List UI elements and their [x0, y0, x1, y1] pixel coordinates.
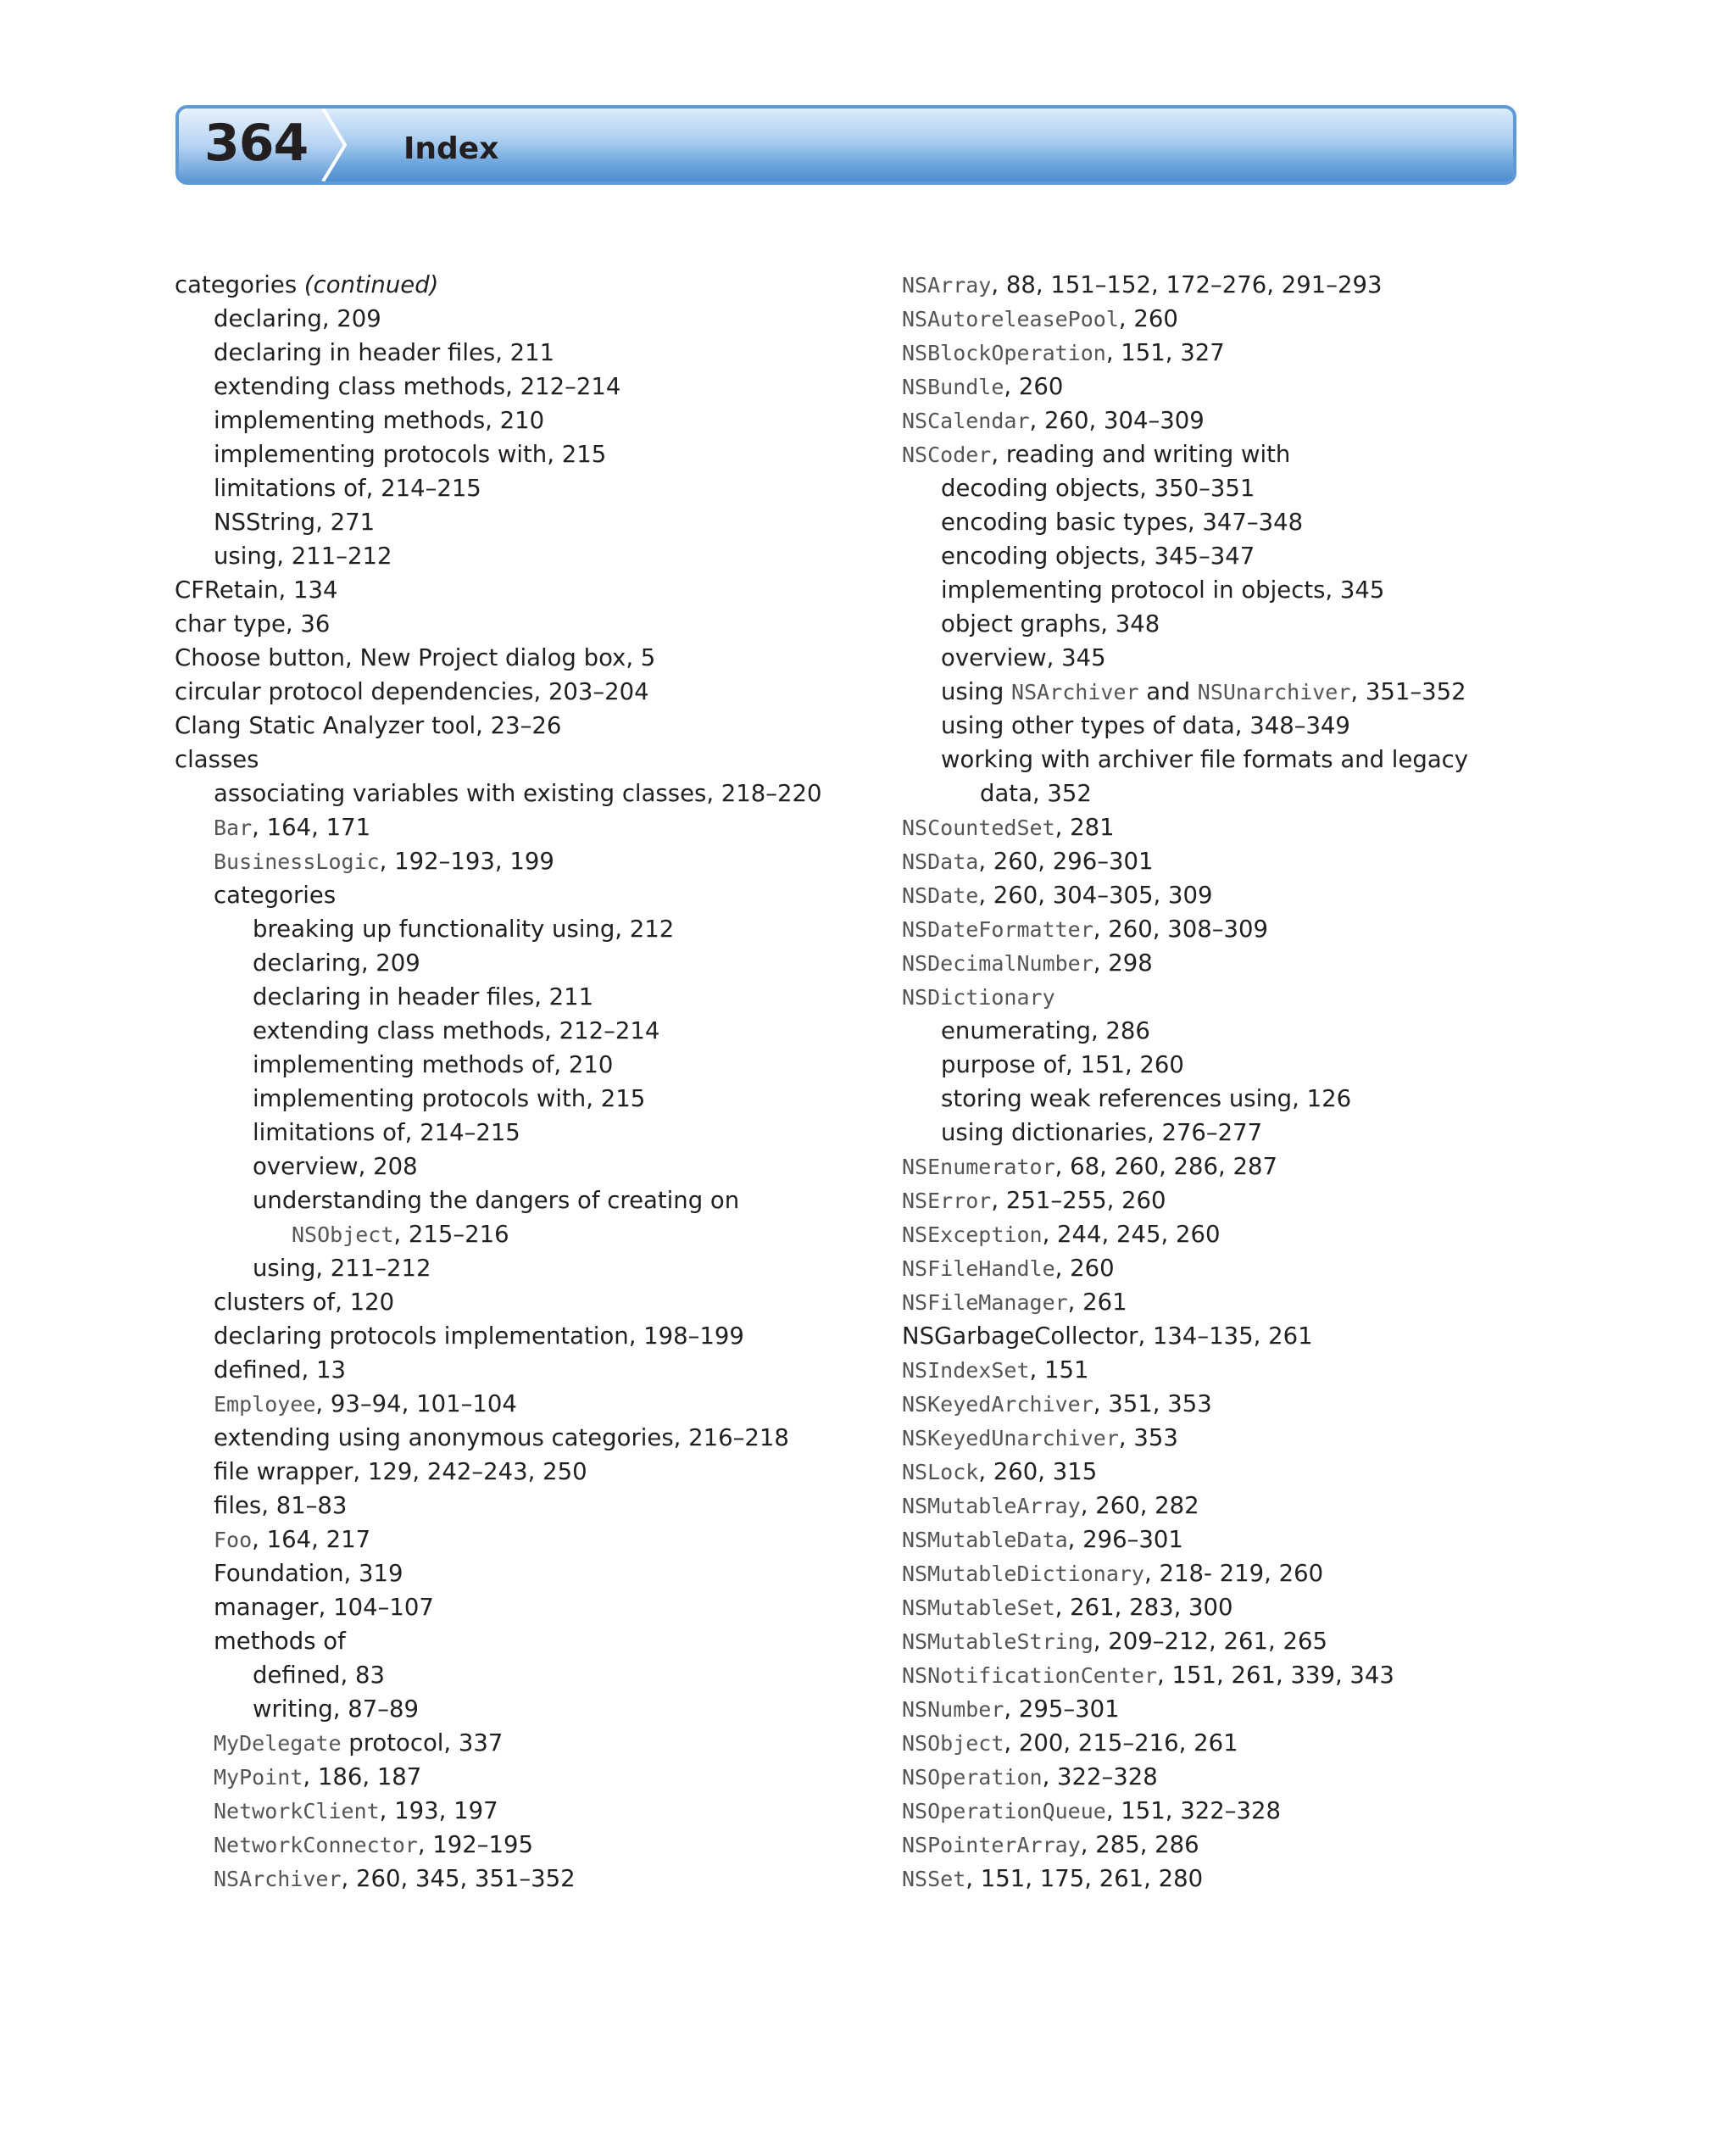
entry-text: , 192–195 — [417, 1831, 534, 1858]
entry-text: , 260, 315 — [978, 1458, 1098, 1485]
entry-text: Foundation, 319 — [214, 1560, 403, 1587]
entry-text: limitations of, 214–215 — [214, 475, 481, 502]
code-term: NSCoder — [902, 443, 992, 467]
entry-text: data, 352 — [980, 780, 1092, 807]
index-entry — [175, 1285, 853, 1319]
code-term: NetworkClient — [214, 1799, 380, 1823]
index-entry — [902, 437, 1580, 471]
entry-text: declaring, 209 — [214, 305, 381, 332]
code-term: NSData — [902, 849, 979, 874]
entry-text: protocol, 337 — [341, 1729, 504, 1757]
entry-text: , 244, 245, 260 — [1042, 1221, 1221, 1248]
index-entry — [902, 1421, 1580, 1455]
index-entry — [175, 1523, 853, 1556]
entry-text: using other types of data, 348–349 — [941, 712, 1350, 739]
entry-text: , reading and writing with — [991, 441, 1291, 468]
entry-text: , 164, 217 — [252, 1526, 371, 1553]
entry-text: , 151, 327 — [1105, 339, 1225, 366]
index-entry — [175, 1692, 853, 1726]
index-entry — [902, 1183, 1580, 1217]
index-entry — [902, 404, 1580, 437]
code-term: NSOperation — [902, 1765, 1043, 1790]
index-entry — [902, 1150, 1580, 1183]
index-entry — [175, 1760, 853, 1794]
code-term: NetworkConnector — [214, 1833, 418, 1857]
index-entry — [175, 302, 853, 336]
entry-text: , 285, 286 — [1080, 1831, 1199, 1858]
entry-text: overview, 345 — [941, 644, 1106, 671]
index-entry — [902, 844, 1580, 878]
code-term: NSAutoreleasePool — [902, 307, 1119, 331]
entry-text: decoding objects, 350–351 — [941, 475, 1255, 502]
entry-text: classes — [175, 746, 259, 773]
index-entry — [175, 404, 853, 437]
index-entry — [175, 573, 853, 607]
index-entry — [175, 1421, 853, 1455]
index-entry — [902, 1014, 1580, 1048]
index-entry — [902, 777, 1580, 810]
page-header-bar — [175, 105, 1516, 185]
index-entry — [902, 980, 1580, 1014]
entry-text: circular protocol dependencies, 203–204 — [175, 678, 649, 705]
entry-text: and — [1138, 678, 1198, 705]
index-entry — [902, 1760, 1580, 1794]
entry-text: object graphs, 348 — [941, 610, 1160, 637]
code-term: MyDelegate — [214, 1731, 342, 1756]
index-entry — [902, 1319, 1580, 1353]
code-term: NSArchiver — [1011, 680, 1139, 704]
index-entry — [902, 1082, 1580, 1116]
code-term: NSIndexSet — [902, 1358, 1030, 1383]
index-entry — [175, 675, 853, 709]
code-term: NSBlockOperation — [902, 341, 1106, 365]
index-entry — [902, 946, 1580, 980]
index-entry — [902, 1794, 1580, 1828]
entry-text: , 260 — [1054, 1255, 1115, 1282]
index-entry — [175, 1794, 853, 1828]
code-term: NSDecimalNumber — [902, 951, 1093, 976]
index-entry — [175, 1624, 853, 1658]
entry-text: , 260 — [1004, 373, 1064, 400]
code-term: NSMutableDictionary — [902, 1562, 1144, 1586]
index-entry — [902, 1116, 1580, 1150]
entry-text: , 260, 296–301 — [978, 848, 1154, 875]
index-entry — [175, 471, 853, 505]
entry-text: enumerating, 286 — [941, 1017, 1150, 1044]
entry-text: using dictionaries, 276–277 — [941, 1119, 1263, 1146]
index-column-left — [175, 268, 853, 1896]
entry-text: , 260, 304–305, 309 — [978, 882, 1213, 909]
index-entry — [902, 1658, 1580, 1692]
index-entry — [175, 1116, 853, 1150]
index-entry — [175, 810, 853, 844]
code-term: NSUnarchiver — [1197, 680, 1351, 704]
entry-text: , 200, 215–216, 261 — [1004, 1729, 1238, 1757]
index-entry — [175, 437, 853, 471]
index-entry — [902, 709, 1580, 743]
code-term: NSPointerArray — [902, 1833, 1081, 1857]
entry-text: , 260, 345, 351–352 — [341, 1865, 576, 1892]
entry-text: Clang Static Analyzer tool, 23–26 — [175, 712, 562, 739]
index-entry — [902, 302, 1580, 336]
entry-text: , 93–94, 101–104 — [315, 1390, 517, 1417]
entry-text: working with archiver file formats and legacy — [941, 746, 1469, 773]
entry-text: , 151 — [1029, 1356, 1089, 1383]
index-entry — [175, 844, 853, 878]
entry-text: , 151, 322–328 — [1105, 1797, 1282, 1824]
entry-text: char type, 36 — [175, 610, 331, 637]
index-entry — [175, 1353, 853, 1387]
entry-text: using, 211–212 — [253, 1255, 431, 1282]
index-entry — [902, 878, 1580, 912]
entry-text: declaring in header files, 211 — [214, 339, 555, 366]
index-entry — [175, 1082, 853, 1116]
code-term: MyPoint — [214, 1765, 303, 1790]
code-term: NSDictionary — [902, 985, 1055, 1010]
entry-text: , 322–328 — [1042, 1763, 1158, 1790]
index-entry — [175, 1590, 853, 1624]
entry-text: manager, 104–107 — [214, 1594, 434, 1621]
code-term: NSFileManager — [902, 1290, 1068, 1315]
index-entry — [175, 1862, 853, 1896]
code-term: Employee — [214, 1392, 316, 1417]
code-term: NSLock — [902, 1460, 979, 1484]
entry-text: declaring protocols implementation, 198–199 — [214, 1322, 744, 1350]
entry-text: NSString, 271 — [214, 509, 376, 536]
index-entry — [902, 1387, 1580, 1421]
entry-text: purpose of, 151, 260 — [941, 1051, 1184, 1078]
index-entry — [175, 878, 853, 912]
code-term: NSNotificationCenter — [902, 1663, 1158, 1688]
index-entry — [175, 1014, 853, 1048]
entry-text: extending class methods, 212–214 — [214, 373, 621, 400]
code-term: NSCalendar — [902, 409, 1030, 433]
index-entry — [175, 1387, 853, 1421]
index-entry — [175, 1150, 853, 1183]
entry-text: implementing methods, 210 — [214, 407, 545, 434]
entry-text: implementing methods of, 210 — [253, 1051, 614, 1078]
index-entry — [902, 1489, 1580, 1523]
entry-text: using — [941, 678, 1012, 705]
page-title: Index — [403, 131, 499, 166]
index-entry — [902, 471, 1580, 505]
index-entry — [175, 370, 853, 404]
code-term: NSEnumerator — [902, 1155, 1055, 1179]
entry-text: associating variables with existing classes, 218–220 — [214, 780, 822, 807]
index-entry — [175, 268, 853, 302]
entry-text: storing weak references using, 126 — [941, 1085, 1352, 1112]
code-term: NSFileHandle — [902, 1256, 1055, 1281]
entry-text: limitations of, 214–215 — [253, 1119, 520, 1146]
index-entry — [902, 1862, 1580, 1896]
entry-text: extending using anonymous categories, 216–218 — [214, 1424, 789, 1451]
index-entry — [902, 1285, 1580, 1319]
index-entry — [175, 1489, 853, 1523]
continued-note: (continued) — [303, 271, 439, 298]
entry-text: implementing protocol in objects, 345 — [941, 576, 1385, 604]
entry-text: , 261, 283, 300 — [1054, 1594, 1233, 1621]
entry-text: , 251–255, 260 — [991, 1187, 1166, 1214]
index-entry — [902, 1692, 1580, 1726]
index-entry — [175, 709, 853, 743]
code-term: NSDateFormatter — [902, 917, 1093, 942]
code-term: NSBundle — [902, 375, 1004, 399]
index-entry — [902, 268, 1580, 302]
entry-text: , 260, 304–309 — [1029, 407, 1205, 434]
code-term: NSArray — [902, 273, 992, 298]
index-entry — [902, 1624, 1580, 1658]
entry-text: methods of — [214, 1628, 346, 1655]
index-entry — [175, 1183, 853, 1217]
entry-text: clusters of, 120 — [214, 1289, 395, 1316]
index-entry — [902, 505, 1580, 539]
entry-text: , 295–301 — [1004, 1695, 1120, 1723]
entry-text: , 164, 171 — [252, 814, 371, 841]
index-entry — [175, 1319, 853, 1353]
index-entry — [175, 1217, 853, 1251]
index-entry — [902, 810, 1580, 844]
entry-text: , 296–301 — [1067, 1526, 1183, 1553]
code-term: NSMutableString — [902, 1629, 1093, 1654]
index-entry — [175, 1251, 853, 1285]
entry-text: , 260 — [1118, 305, 1178, 332]
entry-text: file wrapper, 129, 242–243, 250 — [214, 1458, 587, 1485]
index-entry — [175, 912, 853, 946]
code-term: NSNumber — [902, 1697, 1004, 1722]
index-entry — [175, 1828, 853, 1862]
index-entry — [902, 370, 1580, 404]
code-term: NSObject — [292, 1222, 394, 1247]
code-term: BusinessLogic — [214, 849, 380, 874]
code-term: NSKeyedArchiver — [902, 1392, 1093, 1417]
index-entry — [902, 539, 1580, 573]
index-entry — [902, 675, 1580, 709]
code-term: Bar — [214, 816, 253, 840]
entry-text: , 193, 197 — [379, 1797, 498, 1824]
entry-text: encoding basic types, 347–348 — [941, 509, 1304, 536]
index-entry — [902, 1217, 1580, 1251]
code-term: NSException — [902, 1222, 1043, 1247]
entry-text: files, 81–83 — [214, 1492, 348, 1519]
entry-text: categories — [214, 882, 337, 909]
index-entry — [902, 1828, 1580, 1862]
index-entry — [175, 539, 853, 573]
entry-text: , 68, 260, 286, 287 — [1054, 1153, 1278, 1180]
entry-text: , 151, 175, 261, 280 — [965, 1865, 1204, 1892]
page-number: 364 — [204, 114, 309, 173]
entry-text: CFRetain, 134 — [175, 576, 338, 604]
code-term: NSKeyedUnarchiver — [902, 1426, 1119, 1450]
entry-text: , 218- 219, 260 — [1143, 1560, 1324, 1587]
entry-text: , 351, 353 — [1093, 1390, 1212, 1417]
index-entry — [902, 1455, 1580, 1489]
code-term: NSSet — [902, 1867, 966, 1891]
index-entry — [902, 1726, 1580, 1760]
entry-text: overview, 208 — [253, 1153, 418, 1180]
index-entry — [175, 1726, 853, 1760]
entry-text: using, 211–212 — [214, 543, 392, 570]
entry-text: NSGarbageCollector, 134–135, 261 — [902, 1322, 1313, 1350]
index-entry — [175, 641, 853, 675]
entry-text: , 192–193, 199 — [379, 848, 554, 875]
index-entry — [902, 336, 1580, 370]
index-entry — [902, 1590, 1580, 1624]
index-entry — [902, 641, 1580, 675]
code-term: NSOperationQueue — [902, 1799, 1106, 1823]
entry-text: , 261 — [1067, 1289, 1127, 1316]
entry-text: encoding objects, 345–347 — [941, 543, 1255, 570]
entry-text: , 209–212, 261, 265 — [1093, 1628, 1327, 1655]
index-entry — [902, 607, 1580, 641]
code-term: NSMutableSet — [902, 1595, 1055, 1620]
entry-text: , 215–216 — [393, 1221, 509, 1248]
code-term: NSDate — [902, 883, 979, 908]
entry-text: , 260, 308–309 — [1093, 916, 1268, 943]
index-entry — [175, 946, 853, 980]
entry-text: declaring, 209 — [253, 949, 420, 977]
index-entry — [902, 912, 1580, 946]
entry-text: defined, 83 — [253, 1662, 385, 1689]
entry-text: , 186, 187 — [303, 1763, 422, 1790]
index-entry — [175, 1048, 853, 1082]
index-entry — [175, 777, 853, 810]
index-column-right — [902, 268, 1580, 1896]
index-entry — [175, 1455, 853, 1489]
entry-text: writing, 87–89 — [253, 1695, 419, 1723]
code-term: NSError — [902, 1189, 992, 1213]
entry-text: , 88, 151–152, 172–276, 291–293 — [991, 271, 1383, 298]
index-entry — [175, 607, 853, 641]
code-term: Foo — [214, 1528, 253, 1552]
index-entry — [902, 1523, 1580, 1556]
code-term: NSArchiver — [214, 1867, 342, 1891]
index-entry — [902, 743, 1580, 777]
entry-text: , 151, 261, 339, 343 — [1157, 1662, 1394, 1689]
index-entry — [175, 336, 853, 370]
entry-text: declaring in header files, 211 — [253, 983, 594, 1010]
entry-text: , 351–352 — [1350, 678, 1466, 705]
index-entry — [902, 1353, 1580, 1387]
entry-text: , 353 — [1118, 1424, 1178, 1451]
entry-text: understanding the dangers of creating on — [253, 1187, 740, 1214]
code-term: NSMutableArray — [902, 1494, 1081, 1518]
entry-text: breaking up functionality using, 212 — [253, 916, 675, 943]
index-entry — [175, 505, 853, 539]
index-entry — [902, 1556, 1580, 1590]
entry-text: , 281 — [1054, 814, 1115, 841]
code-term: NSMutableData — [902, 1528, 1068, 1552]
entry-text: categories — [175, 271, 304, 298]
entry-text: implementing protocols with, 215 — [214, 441, 607, 468]
index-entry — [175, 1556, 853, 1590]
code-term: NSObject — [902, 1731, 1004, 1756]
index-entry — [902, 1048, 1580, 1082]
entry-text: implementing protocols with, 215 — [253, 1085, 646, 1112]
entry-text: defined, 13 — [214, 1356, 346, 1383]
index-entry — [175, 743, 853, 777]
index-entry — [902, 1251, 1580, 1285]
code-term: NSCountedSet — [902, 816, 1055, 840]
entry-text: , 260, 282 — [1080, 1492, 1199, 1519]
index-entry — [175, 980, 853, 1014]
index-entry — [902, 573, 1580, 607]
entry-text: extending class methods, 212–214 — [253, 1017, 660, 1044]
entry-text: Choose button, New Project dialog box, 5 — [175, 644, 656, 671]
entry-text: , 298 — [1093, 949, 1153, 977]
index-entry — [175, 1658, 853, 1692]
